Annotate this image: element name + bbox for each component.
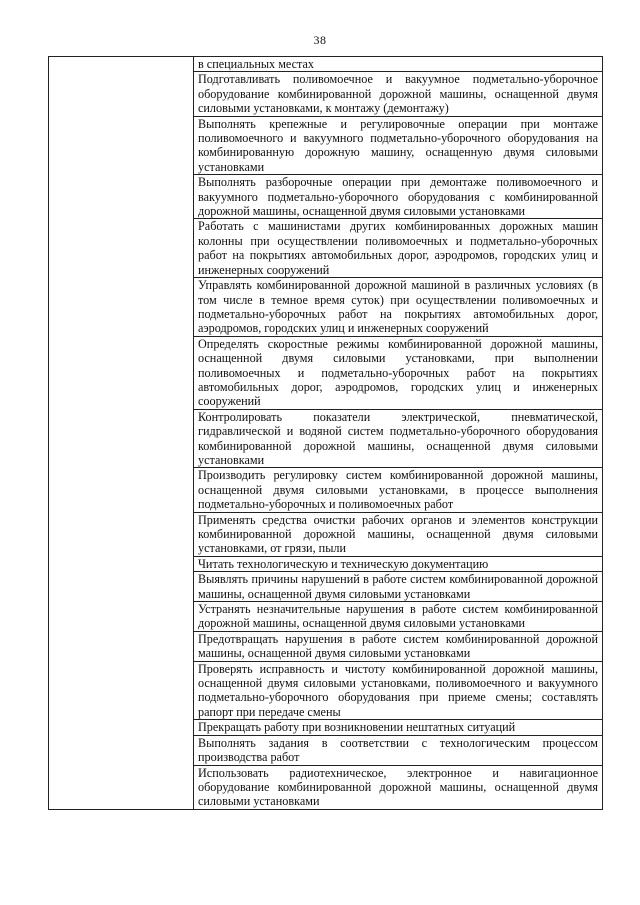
table-row — [194, 278, 603, 337]
table-row — [194, 409, 603, 468]
row-text: Выявлять причины нарушений в работе систем комбинированной дорожной машины, оснащенной двумя силовыми установками — [198, 572, 598, 601]
table-row — [194, 556, 603, 571]
row-text: Выполнять задания в соответствии с технологическим процессом производства работ — [198, 735, 598, 765]
table-row — [194, 735, 603, 765]
row-text: Предотвращать нарушения в работе систем комбинированной дорожной машины, оснащенной двумя силовыми установками — [198, 631, 598, 661]
row-text: Читать технологическую и техническую документацию — [198, 556, 489, 571]
row-text: Устранять незначительные нарушения в работе систем комбинированной дорожной машины, оснащенной двумя силовыми установками — [198, 602, 598, 631]
table-row — [194, 720, 603, 735]
row-text: Управлять комбинированной дорожной машиной в различных условиях (в том числе в темное время суток) при осуществлении поливомоечных и подметально-уборочных работ на покрытиях автомобильных дорог, аэродромов, городских улиц и инженерных сооружений — [198, 278, 598, 336]
table-row — [194, 72, 603, 116]
row-text: в специальных местах — [198, 57, 315, 71]
page-number: 38 — [313, 33, 327, 47]
table-row — [194, 765, 603, 809]
skills-table — [48, 56, 603, 810]
row-text: Подготавливать поливомоечное и вакуумное подметально-уборочное оборудование комбинированной дорожной машины, оснащенной двумя силовыми установками, к монтажу (демонтажу) — [198, 72, 598, 116]
table-row — [194, 116, 603, 175]
row-text: Использовать радиотехническое, электронное и навигационное оборудование комбинированной дорожной машины, оснащенной двумя силовыми установками — [198, 765, 598, 809]
table-row — [194, 631, 603, 661]
row-text: Выполнять крепежные и регулировочные операции при монтаже поливомоечного и вакуумного подметально-уборочного оборудования на комбинированную дорожную машину, оснащенную двумя силовыми установками — [198, 116, 598, 174]
table-row — [194, 661, 603, 720]
table-row — [194, 572, 603, 602]
table-row — [194, 57, 603, 72]
table-row — [194, 602, 603, 632]
row-text: Применять средства очистки рабочих органов и элементов конструкции комбинированной дорожной машины, оснащенной двумя силовыми установками, от грязи, пыли — [198, 512, 598, 556]
table-row — [194, 175, 603, 219]
row-text: Проверять исправность и чистоту комбинированной дорожной машины, оснащенной двумя силовыми установками, поливомоечного и вакуумного подметально-уборочного оборудования при приеме смены; составлять рапорт при передаче смены — [198, 661, 598, 719]
row-text: Выполнять разборочные операции при демонтаже поливомоечного и вакуумного подметально-уборочного оборудования с комбинированной дорожной машины, оснащенной двумя силовыми установками — [198, 175, 598, 219]
row-text: Прекращать работу при возникновении нештатных ситуаций — [198, 720, 516, 735]
row-text: Работать с машинистами других комбинированных дорожных машин колонны при осуществлении поливомоечных и подметально-уборочных работ на покрытиях автомобильных дорог, аэродромов, городских улиц и инженерных сооружений — [198, 219, 598, 277]
row-text: Производить регулировку систем комбинированной дорожной машины, оснащенной двумя силовыми установками, в процессе выполнения подметально-уборочных и поливомоечных работ — [198, 468, 598, 512]
row-text: Определять скоростные режимы комбинированной дорожной машины, оснащенной двумя силовыми установками, при выполнении поливомоечных и подметально-уборочных работ на покрытиях автомобильных дорог, аэродромов, городских улиц и инженерных сооружений — [198, 336, 598, 409]
table-row — [194, 468, 603, 512]
table-row — [194, 219, 603, 278]
left-empty-cell — [49, 57, 194, 810]
row-text: Контролировать показатели электрической, пневматической, гидравлической и водяной систем подметально-уборочного оборудования комбинированной дорожной машины, оснащенной двумя силовыми установками — [198, 409, 598, 467]
table-row — [194, 512, 603, 556]
table-row — [194, 336, 603, 409]
